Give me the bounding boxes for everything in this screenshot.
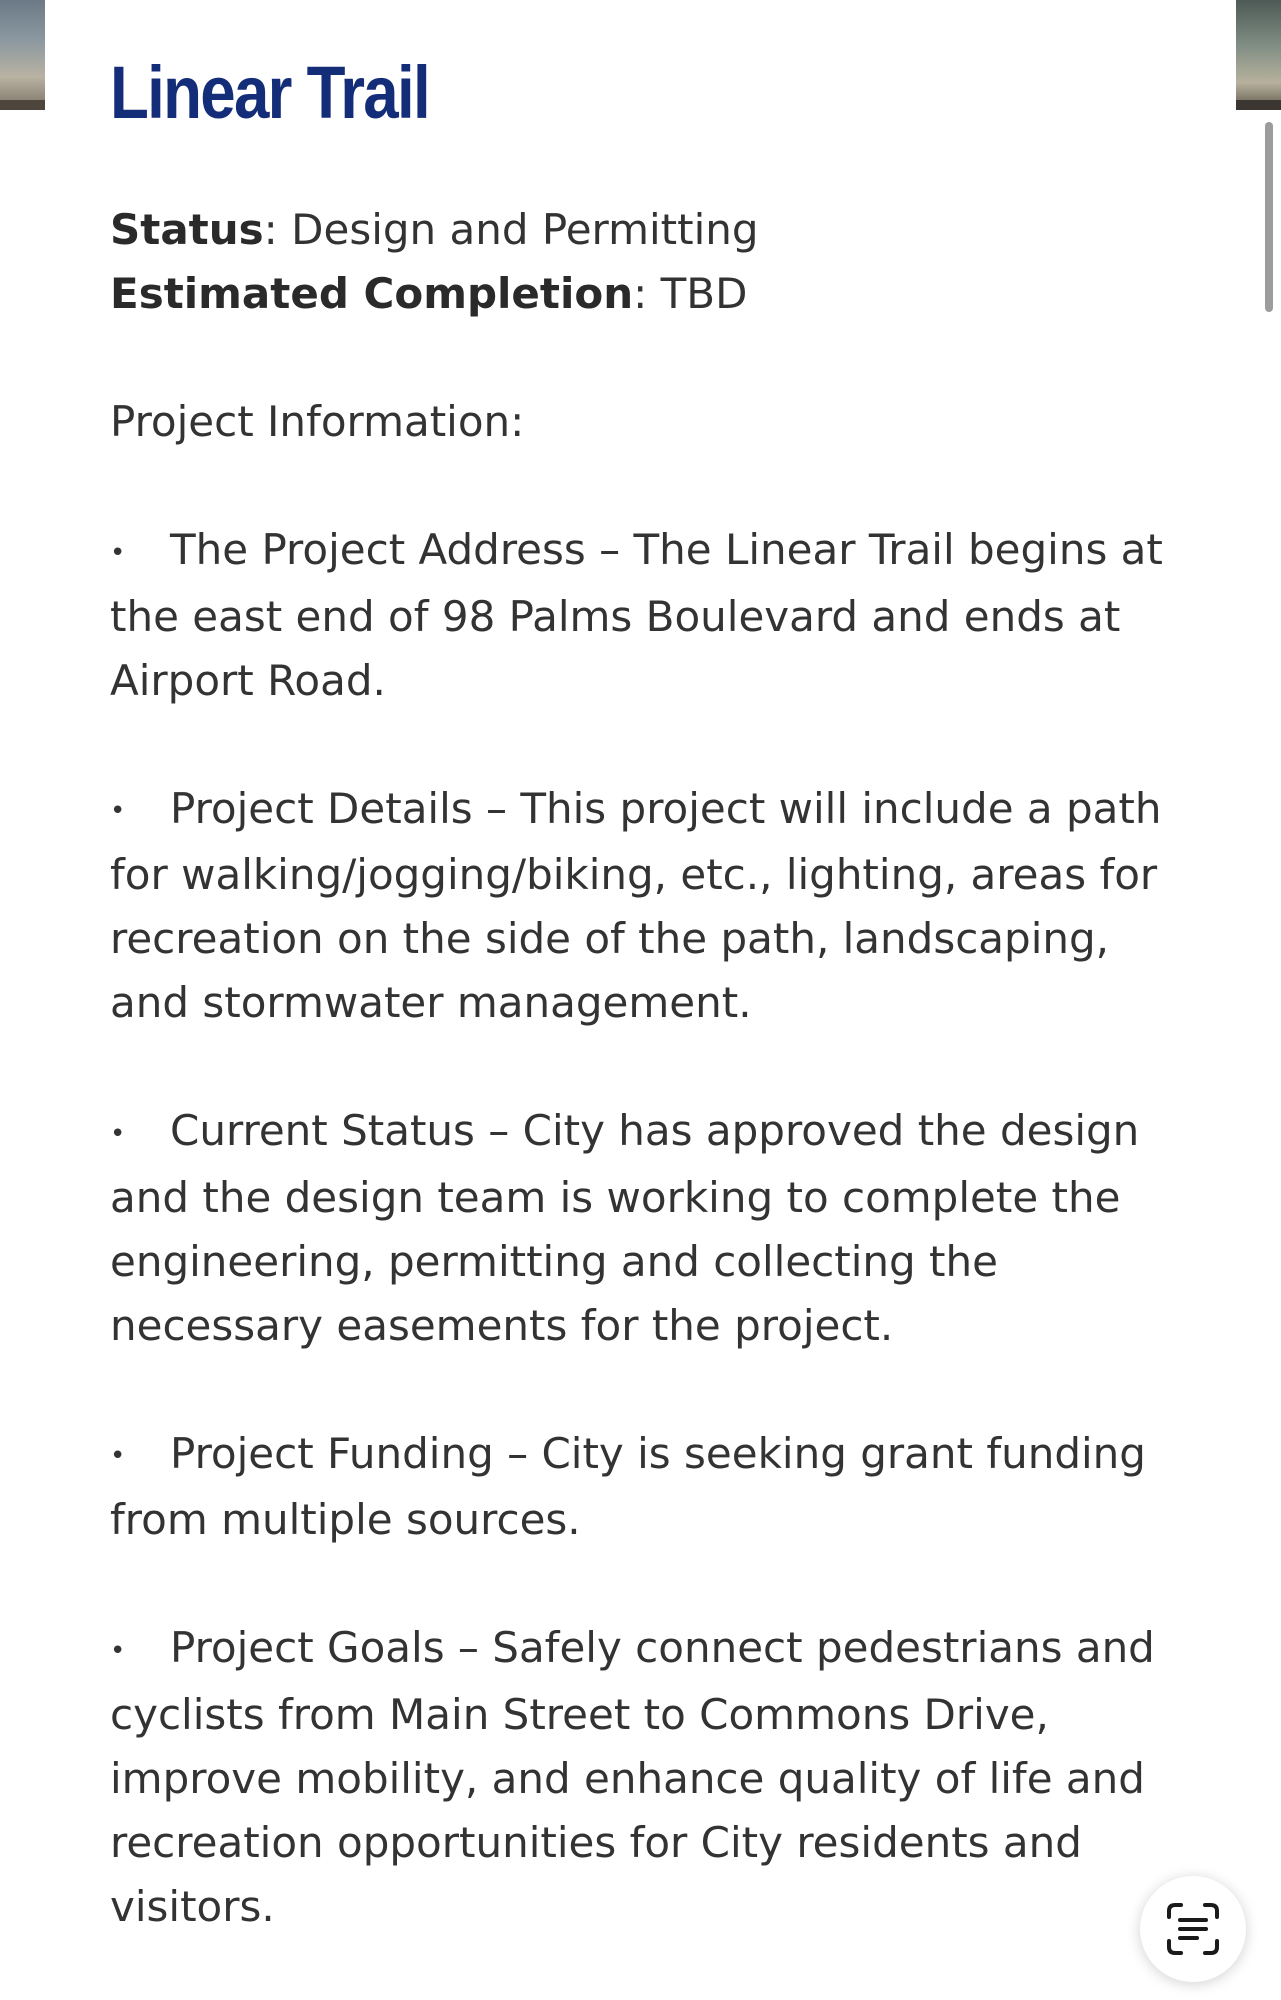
project-information-heading: Project Information: (110, 397, 525, 446)
page-title: Linear Trail (110, 51, 429, 134)
bullet-icon: • (110, 1118, 126, 1149)
project-info-list (110, 518, 1190, 1939)
completion-line (110, 262, 1190, 326)
list-item-current-status (110, 1099, 1190, 1358)
header-image-left-edge (0, 0, 45, 110)
list-item-project-funding (110, 1422, 1190, 1553)
status-line (110, 198, 1190, 262)
list-item-text: The Project Address – The Linear Trail begins at the east end of 98 Palms Boulevard and ends at Airport Road. (110, 525, 1163, 705)
scrollbar[interactable] (1265, 122, 1273, 312)
bullet-icon: • (110, 1635, 126, 1666)
list-item-text: Project Details – This project will include a path for walking/jogging/biking, etc., lighting, areas for recreation on the side of the path, landscaping, and stormwater management. (110, 783, 1162, 1027)
list-item-text: Project Goals – Safely connect pedestrians and cyclists from Main Street to Commons Drive, improve mobility, and enhance quality of life and recreation opportunities for City residents and visitors. (110, 1623, 1155, 1931)
header-image-right-edge (1236, 0, 1281, 110)
status-value: : Design and Permitting (263, 205, 759, 254)
list-item-project-details (110, 777, 1190, 1036)
list-item-text: Current Status – City has approved the design and the design team is working to complete the engineering, permitting and collecting the necessary easements for the project. (110, 1106, 1140, 1350)
list-item-project-address (110, 518, 1190, 713)
list-item-project-goals (110, 1616, 1190, 1939)
live-text-scan-button[interactable] (1140, 1876, 1246, 1982)
completion-label: Estimated Completion (110, 269, 634, 318)
bullet-icon: • (110, 1441, 126, 1471)
live-text-scan-icon (1163, 1899, 1223, 1959)
bullet-icon: • (110, 796, 126, 826)
status-label: Status (110, 205, 264, 254)
bullet-icon: • (110, 537, 126, 568)
completion-value: : TBD (633, 269, 748, 318)
project-meta (110, 198, 1190, 326)
project-content (110, 48, 1190, 1939)
list-item-text: Project Funding – City is seeking grant funding from multiple sources. (110, 1428, 1146, 1544)
